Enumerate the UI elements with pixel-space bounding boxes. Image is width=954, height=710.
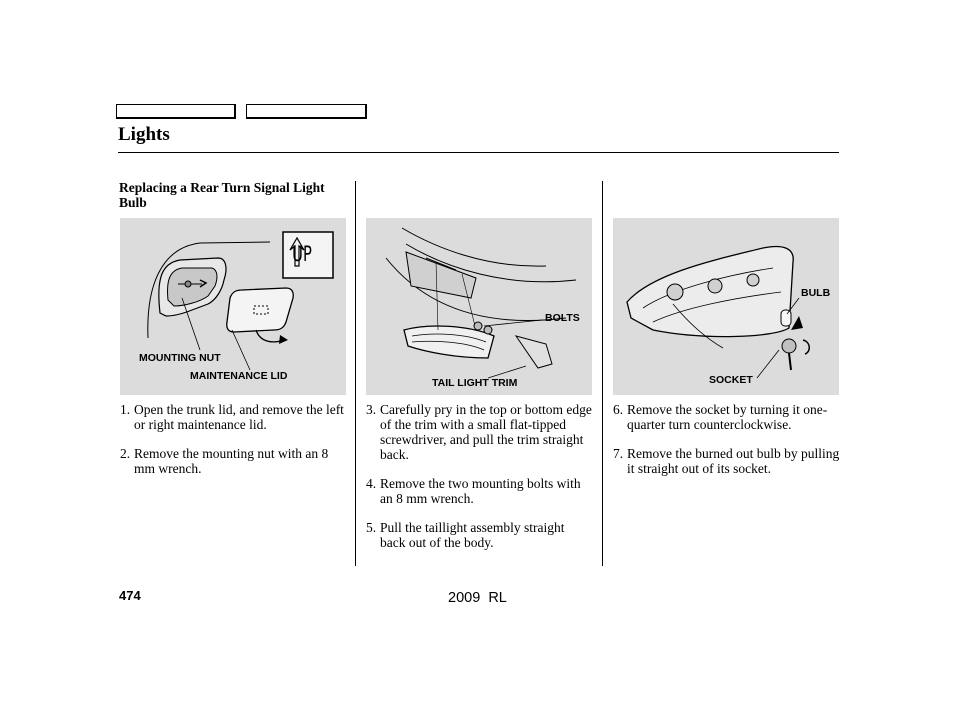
- socket-bulb-illustration: [613, 218, 839, 395]
- up-badge-text: UP: [292, 242, 312, 266]
- step-number: 6.: [613, 402, 624, 417]
- step-text: Remove the burned out bulb by pulling it straight out of its socket.: [627, 446, 840, 476]
- column-divider-2: [602, 181, 603, 566]
- step-7: [613, 446, 843, 476]
- figure-tail-light-trim: [366, 218, 592, 395]
- step-number: 1.: [120, 402, 131, 417]
- step-text: Remove the mounting nut with an 8 mm wrench.: [134, 446, 329, 476]
- step-text: Pull the taillight assembly straight back out of the body.: [380, 520, 565, 550]
- callout-mounting-nut: MOUNTING NUT: [139, 352, 221, 364]
- model-label: 2009 RL: [448, 590, 507, 606]
- step-4: [366, 476, 592, 506]
- step-number: 3.: [366, 402, 377, 417]
- header-tab-box-2: [246, 104, 367, 119]
- step-2: [120, 446, 345, 476]
- step-6: [613, 402, 843, 432]
- callout-bolts: BOLTS: [545, 312, 580, 324]
- step-number: 2.: [120, 446, 131, 461]
- figure-maintenance-lid: [120, 218, 346, 395]
- page-number: 474: [119, 588, 141, 603]
- callout-tail-light-trim: TAIL LIGHT TRIM: [432, 377, 518, 389]
- step-3: [366, 402, 592, 462]
- step-1: [120, 402, 345, 432]
- subheading: Replacing a Rear Turn Signal Light Bulb: [119, 180, 325, 210]
- step-number: 7.: [613, 446, 624, 461]
- tail-light-trim-illustration: [366, 218, 592, 395]
- callout-socket: SOCKET: [709, 374, 753, 386]
- section-title: Lights: [118, 124, 170, 145]
- steps-column-2: [366, 402, 592, 564]
- step-number: 4.: [366, 476, 377, 491]
- step-text: Open the trunk lid, and remove the left or right maintenance lid.: [134, 402, 344, 432]
- steps-column-1: [120, 402, 345, 490]
- step-5: [366, 520, 592, 550]
- step-text: Remove the socket by turning it one-quarter turn counterclockwise.: [627, 402, 828, 432]
- step-text: Carefully pry in the top or bottom edge of the trim with a small flat-tipped screwdriver, and pull the trim straight back.: [380, 402, 592, 462]
- step-number: 5.: [366, 520, 377, 535]
- figure-socket-bulb: [613, 218, 839, 395]
- column-divider-1: [355, 181, 356, 566]
- title-rule: [118, 152, 839, 153]
- callout-bulb: BULB: [801, 287, 831, 299]
- header-tab-box-1: [116, 104, 236, 119]
- callout-maintenance-lid: MAINTENANCE LID: [190, 370, 288, 382]
- steps-column-3: [613, 402, 843, 490]
- step-text: Remove the two mounting bolts with an 8 mm wrench.: [380, 476, 581, 506]
